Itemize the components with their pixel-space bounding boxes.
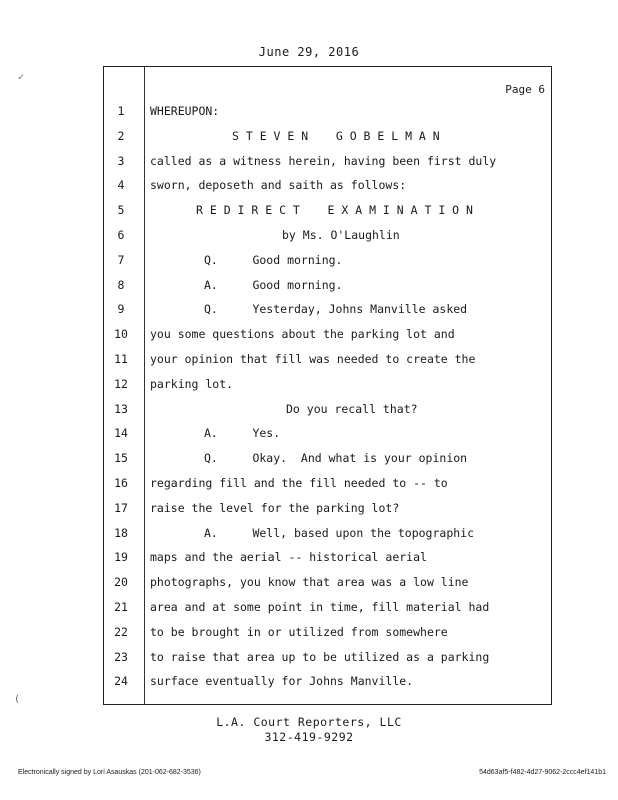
document-hash: 54d63af5-f482-4d27-9062-2ccc4ef141b1 [479,769,606,776]
transcript-line [104,526,551,546]
line-text: regarding fill and the fill needed to -- to [150,476,448,490]
electronic-signature-note: Electronically signed by Lori Asauskas (201-062-682-3536) [18,769,201,776]
line-number: 21 [114,600,128,614]
line-number: 13 [114,401,128,416]
line-number: 5 [117,203,125,218]
scan-speck: ✓ [18,72,25,83]
line-number: 14 [114,426,128,441]
transcript-line [104,154,551,174]
line-number: 22 [114,624,128,639]
line-text: called as a witness herein, having been first duly [150,153,497,168]
line-number: 24 [114,674,128,689]
line-text: raise the level for the parking lot? [150,500,400,515]
line-number: 23 [114,649,128,664]
line-number: 9 [117,302,125,317]
transcript-frame [103,66,552,705]
line-number: 8 [117,277,125,292]
transcript-line [104,625,551,645]
transcript-date: June 29, 2016 [258,45,360,59]
line-number: 18 [114,525,128,540]
line-number: 20 [114,575,128,590]
line-text: Do you recall that? [286,401,418,416]
line-number: 7 [117,252,125,267]
line-text: Q. Okay. And what is your opinion [204,451,468,466]
line-text: by Ms. O'Laughlin [282,228,400,242]
line-text: your opinion that fill was needed to create the [150,352,476,366]
transcript-line [104,178,551,198]
line-text: area and at some point in time, fill material had [150,600,490,614]
reporter-company: L.A. Court Reporters, LLC [216,715,402,729]
line-text: Q. Yesterday, Johns Manville asked [204,302,468,317]
line-number: 2 [117,128,125,143]
transcript-line [104,203,551,223]
line-number: 6 [117,228,125,242]
transcript-line [104,650,551,670]
transcript-line [104,377,551,397]
line-text: to raise that area up to be utilized as a parking [150,649,490,664]
line-text: A. Well, based upon the topographic [204,525,475,540]
line-number: 4 [117,178,125,193]
line-text: S T E V E N G O B E L M A N [232,128,440,143]
transcript-line [104,501,551,521]
line-text: sworn, deposeth and saith as follows: [150,178,407,193]
line-text: parking lot. [150,376,234,391]
line-number: 1 [117,104,125,118]
transcript-line [104,129,551,149]
line-number: 3 [117,153,125,168]
transcript-line [104,278,551,298]
line-text: maps and the aerial -- historical aerial [150,550,427,565]
transcript-line [104,674,551,694]
line-text: surface eventually for Johns Manville. [150,674,414,689]
page-number: Page 6 [505,83,545,96]
transcript-line [104,402,551,422]
line-text: to be brought in or utilized from somewhere [150,624,448,639]
transcript-line [104,327,551,347]
line-number: 11 [114,352,128,366]
transcript-line [104,600,551,620]
reporter-phone: 312-419-9292 [264,730,354,744]
scan-speck: ( [14,694,21,705]
line-text: photographs, you know that area was a low line [150,575,469,590]
line-text: you some questions about the parking lot and [150,327,455,342]
transcript-line [104,253,551,273]
line-text: WHEREUPON: [150,104,220,118]
transcript-line [104,575,551,595]
line-text: A. Yes. [204,426,281,441]
transcript-line [104,550,551,570]
line-number: 16 [114,476,128,490]
line-number: 19 [114,550,128,565]
line-text: R E D I R E C T E X A M I N A T I O N [196,203,473,218]
transcript-line [104,476,551,496]
line-number: 12 [114,376,128,391]
line-text: A. Good morning. [204,277,343,292]
transcript-line [104,104,551,124]
transcript-line [104,426,551,446]
line-number: 10 [114,327,128,342]
transcript-line [104,302,551,322]
transcript-line [104,352,551,372]
line-number: 15 [114,451,128,466]
line-number: 17 [114,500,128,515]
transcript-line [104,451,551,471]
transcript-line [104,228,551,248]
line-text: Q. Good morning. [204,252,343,267]
